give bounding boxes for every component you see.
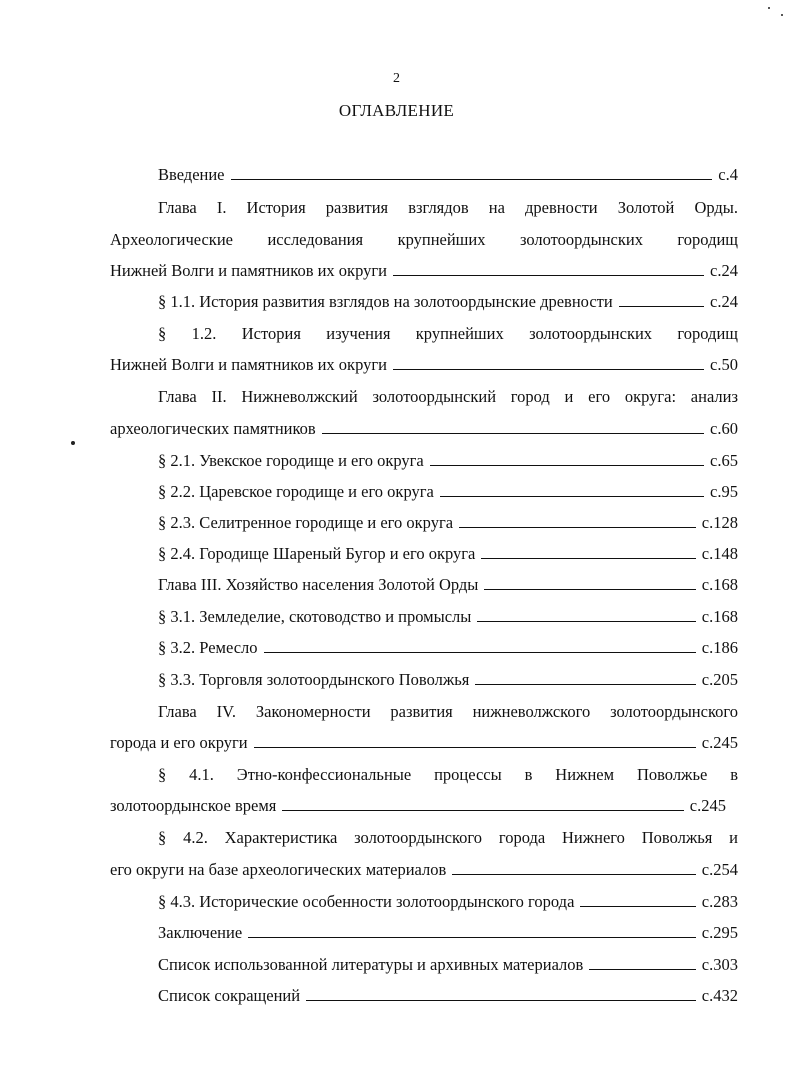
toc-entry-ch2[interactable]: Глава II. Нижневолжский золотоордынский город и его округа: анализ xyxy=(158,387,738,406)
leader-line xyxy=(484,574,695,590)
leader-line xyxy=(430,450,704,466)
toc-entry-title: Нижней Волги и памятников их округи xyxy=(110,261,387,280)
toc-entry-s11[interactable] xyxy=(110,291,738,313)
toc-page-ref: с.24 xyxy=(710,292,738,311)
toc-page-ref: с.245 xyxy=(689,796,726,815)
toc-entry-s31[interactable] xyxy=(110,606,738,628)
toc-entry-title: § 1.1. История развития взглядов на золотоордынские древности xyxy=(158,292,613,311)
leader-line xyxy=(306,985,696,1001)
toc-entry-s43[interactable] xyxy=(110,891,738,913)
toc-entry-title: города и его округи xyxy=(110,733,248,752)
toc-entry-references[interactable] xyxy=(110,954,738,976)
toc-entry-s12[interactable]: § 1.2. История изучения крупнейших золотоордынских городищ xyxy=(158,324,738,343)
toc-page-ref: с.60 xyxy=(710,419,738,438)
toc-page-ref: с.128 xyxy=(701,513,738,532)
leader-line xyxy=(282,795,683,811)
toc-entry-ch4[interactable]: Глава IV. Закономерности развития нижневолжского золотоордынского xyxy=(158,702,738,721)
toc-entry-title: § 2.2. Царевское городище и его округа xyxy=(158,482,434,501)
toc-entry-s24[interactable] xyxy=(110,543,738,565)
toc-entry-ch2-last xyxy=(110,418,738,440)
leader-line xyxy=(475,669,695,685)
scan-speck xyxy=(768,7,770,9)
toc-entry-ch1-last xyxy=(110,260,738,282)
toc-entry-title: § 2.4. Городище Шареный Бугор и его округа xyxy=(158,544,476,563)
leader-line xyxy=(481,543,695,559)
toc-entry-title: § 3.3. Торговля золотоордынского Поволжья xyxy=(158,670,470,689)
leader-line xyxy=(619,291,704,307)
toc-entry-title: Список сокращений xyxy=(158,986,301,1005)
toc-entry-title: § 4.3. Исторические особенности золотоордынского города xyxy=(158,892,575,911)
toc-page-ref: с.50 xyxy=(710,355,738,374)
toc-entry-s12-last xyxy=(110,354,738,376)
page-title: ОГЛАВЛЕНИЕ xyxy=(338,101,455,120)
toc-entry-title: § 3.2. Ремесло xyxy=(158,638,258,657)
scan-speck xyxy=(71,441,75,445)
toc-entry-ch1-cont: Археологические исследования крупнейших золотоордынских городищ xyxy=(110,230,738,249)
leader-line xyxy=(459,512,696,528)
toc-entry-ch1[interactable]: Глава I. История развития взглядов на древности Золотой Орды. xyxy=(158,198,738,217)
toc-page-ref: с.283 xyxy=(701,892,738,911)
toc-page-ref: с.65 xyxy=(710,451,738,470)
toc-page-ref: с.148 xyxy=(701,544,738,563)
toc-page-ref: с.303 xyxy=(701,955,738,974)
leader-line xyxy=(393,354,704,370)
toc-entry-title: Глава III. Хозяйство населения Золотой Орды xyxy=(158,575,479,594)
toc-entry-s32[interactable] xyxy=(110,637,738,659)
leader-line xyxy=(477,606,695,622)
leader-line xyxy=(322,418,704,434)
leader-line xyxy=(254,732,696,748)
toc-entry-title: § 2.1. Увекское городище и его округа xyxy=(158,451,424,470)
toc-entry-s42[interactable]: § 4.2. Характеристика золотоордынского города Нижнего Поволжья и xyxy=(158,828,738,847)
toc-entry-title: § 2.3. Селитренное городище и его округа xyxy=(158,513,454,532)
toc-entry-title: золотоордынское время xyxy=(110,796,277,815)
toc-page-ref: с.245 xyxy=(701,733,738,752)
toc-entry-s33[interactable] xyxy=(110,669,738,691)
toc-entry-ch3[interactable] xyxy=(110,574,738,596)
toc-page-ref: с.205 xyxy=(701,670,738,689)
scan-speck xyxy=(781,14,783,16)
toc-page-ref: с.24 xyxy=(710,261,738,280)
leader-line xyxy=(580,891,695,907)
toc-entry-title: Введение xyxy=(158,165,225,184)
toc-entry-title: его округи на базе археологических материалов xyxy=(110,860,447,879)
leader-line xyxy=(264,637,696,653)
toc-entry-intro[interactable] xyxy=(110,164,738,186)
toc-entry-title: Список использованной литературы и архивных материалов xyxy=(158,955,584,974)
toc-entry-title: археологических памятников xyxy=(110,419,316,438)
page-number: 2 xyxy=(393,71,400,86)
toc-entry-s41[interactable]: § 4.1. Этно-конфессиональные процессы в Нижнем Поволжье в xyxy=(158,765,738,784)
toc-entry-s22[interactable] xyxy=(110,481,738,503)
toc-entry-title: Заключение xyxy=(158,923,243,942)
toc-entry-s42-last xyxy=(110,859,738,881)
toc-page-ref: с.168 xyxy=(701,575,738,594)
toc-entry-s23[interactable] xyxy=(110,512,738,534)
toc-page-ref: с.254 xyxy=(701,860,738,879)
toc-entry-s41-last xyxy=(110,795,726,817)
toc-page-ref: с.186 xyxy=(701,638,738,657)
leader-line xyxy=(589,954,695,970)
toc-entry-title: Нижней Волги и памятников их округи xyxy=(110,355,387,374)
toc-entry-title: § 3.1. Земледелие, скотоводство и промыслы xyxy=(158,607,472,626)
toc-entry-abbreviations[interactable] xyxy=(110,985,738,1007)
leader-line xyxy=(231,164,713,180)
toc-page-ref: с.168 xyxy=(701,607,738,626)
toc-page-ref: с.295 xyxy=(701,923,738,942)
toc-entry-ch4-last xyxy=(110,732,738,754)
toc-page-ref: с.95 xyxy=(710,482,738,501)
toc-entry-s21[interactable] xyxy=(110,450,738,472)
toc-page-ref: с.432 xyxy=(701,986,738,1005)
toc-entry-conclusion[interactable] xyxy=(110,922,738,944)
leader-line xyxy=(440,481,704,497)
toc-page-ref: с.4 xyxy=(718,165,738,184)
leader-line xyxy=(248,922,696,938)
leader-line xyxy=(393,260,704,276)
leader-line xyxy=(452,859,695,875)
